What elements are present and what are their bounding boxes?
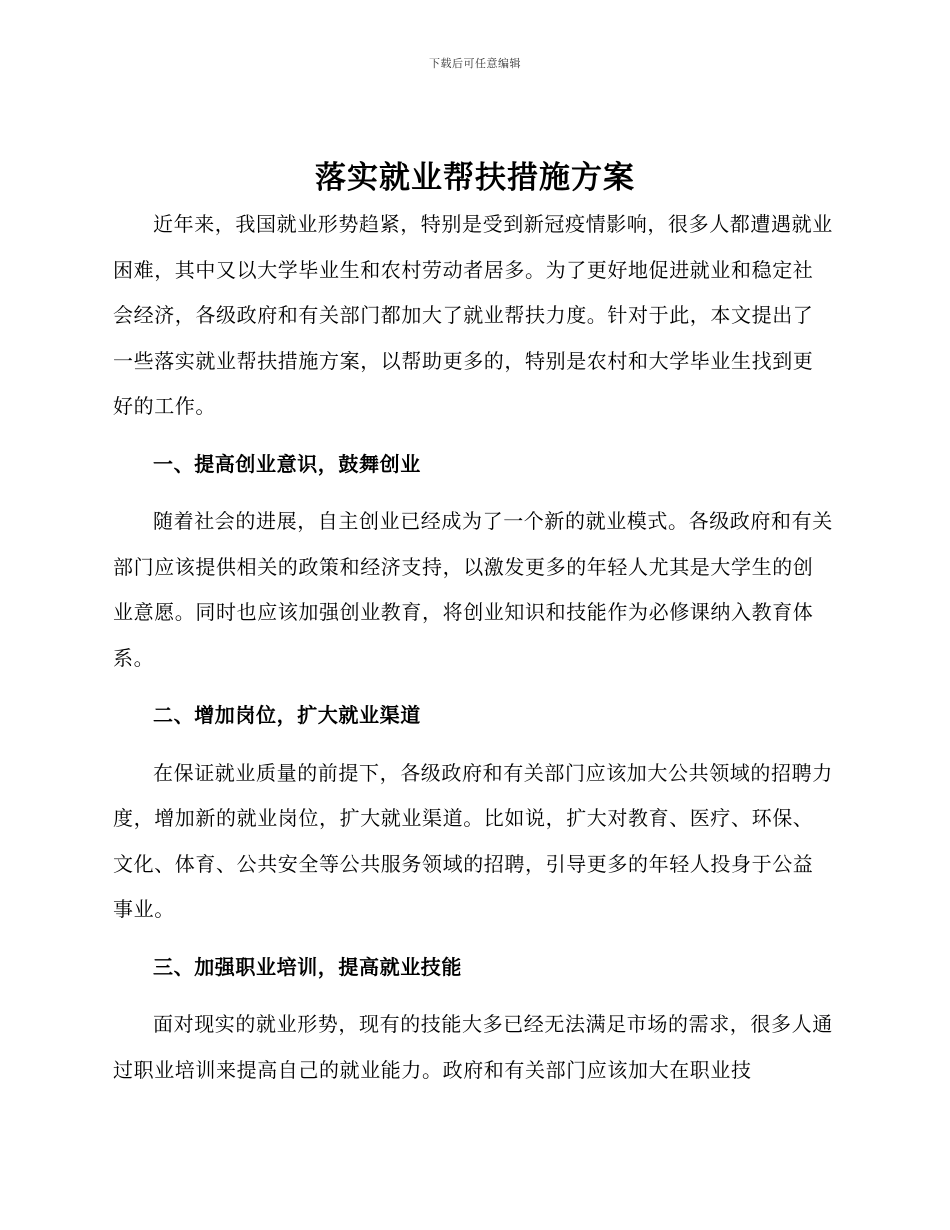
section-heading: 三、加强职业培训，提高就业技能 xyxy=(153,954,462,979)
section-paragraph: 随着社会的进展，自主创业已经成为了一个新的就业模式。各级政府和有关部门应该提供相关的政策和经济支持，以激发更多的年轻人尤其是大学生的创业意愿。同时也应该加强创业教育，将创业知识和技能作为必修课纳入教育体系。 xyxy=(113,509,833,670)
intro-paragraph: 近年来，我国就业形势趋紧，特别是受到新冠疫情影响，很多人都遭遇就业困难，其中又以大学毕业生和农村劳动者居多。为了更好地促进就业和稳定社会经济，各级政府和有关部门都加大了就业帮扶力度。针对于此，本文提出了一些落实就业帮扶措施方案，以帮助更多的，特别是农村和大学毕业生找到更好的工作。 xyxy=(113,212,833,418)
section-heading: 二、增加岗位，扩大就业渠道 xyxy=(153,703,421,727)
section-paragraph: 面对现实的就业形势，现有的技能大多已经无法满足市场的需求，很多人通过职业培训来提高自己的就业能力。政府和有关部门应该加大在职业技 xyxy=(113,1012,833,1082)
document-title: 落实就业帮扶措施方案 xyxy=(315,160,635,196)
section-1 xyxy=(113,430,833,682)
page-header-note: 下载后可任意编辑 xyxy=(429,57,521,70)
section-paragraph: 在保证就业质量的前提下，各级政府和有关部门应该加大公共领域的招聘力度，增加新的就业岗位，扩大就业渠道。比如说，扩大对教育、医疗、环保、文化、体育、公共安全等公共服务领域的招聘，引导更多的年轻人投身于公益事业。 xyxy=(113,760,833,921)
section-heading: 一、提高创业意识，鼓舞创业 xyxy=(153,451,421,476)
section-2 xyxy=(113,681,833,933)
document-body xyxy=(113,202,833,1093)
section-3 xyxy=(113,933,833,1094)
